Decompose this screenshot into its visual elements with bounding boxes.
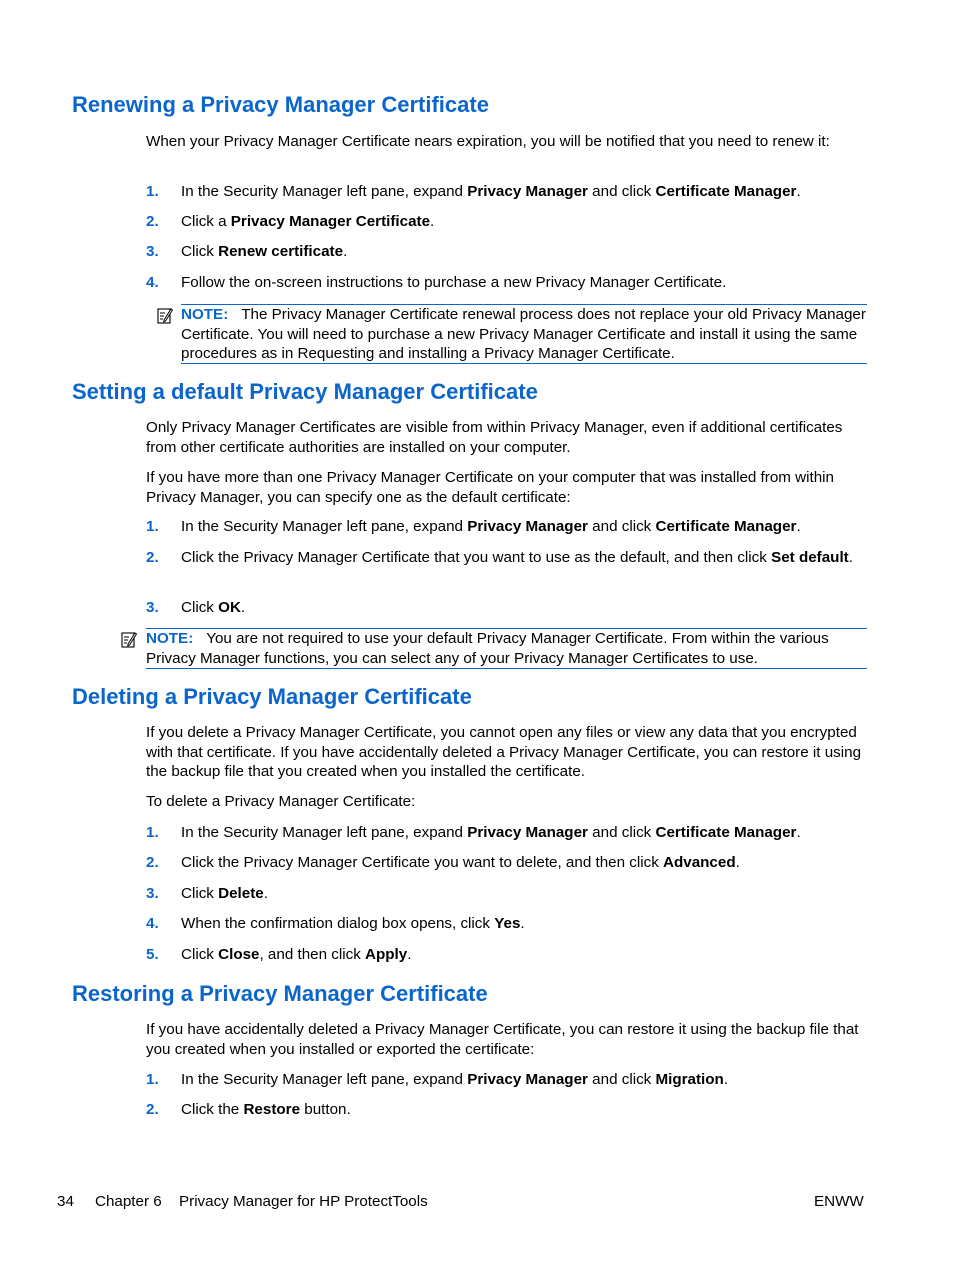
paragraph: To delete a Privacy Manager Certificate: [146, 793, 416, 810]
step-number: 4. [146, 915, 159, 932]
note-label: NOTE: [181, 306, 229, 323]
step-number: 2. [146, 213, 159, 230]
step-number: 3. [146, 885, 159, 902]
note-box [146, 628, 867, 669]
note-text: You are not required to use your default Privacy Manager Certificate. From within the various Privacy Manager functions, you can select any of your Privacy Manager Certificates to use. [146, 630, 829, 667]
step-text: Click OK. [181, 599, 246, 616]
step-number: 4. [146, 274, 159, 291]
note-pencil-icon [121, 631, 137, 648]
step-number: 1. [146, 824, 159, 841]
note-box [181, 304, 867, 364]
paragraph: If you delete a Privacy Manager Certificate, you cannot open any files or view any data that you encrypted with that certificate. If you have accidentally deleted a Privacy Manager Certificate, you can restore it using the backup file that you created when you installed the certificate. [146, 724, 862, 780]
step-text: In the Security Manager left pane, expand Privacy Manager and click Migration. [181, 1071, 729, 1088]
step-text: In the Security Manager left pane, expand Privacy Manager and click Certificate Manager. [181, 183, 801, 200]
step-text: In the Security Manager left pane, expand Privacy Manager and click Certificate Manager. [181, 824, 801, 841]
chapter-title: Privacy Manager for HP ProtectTools [179, 1193, 428, 1210]
step-text: When the confirmation dialog box opens, click Yes. [181, 915, 525, 932]
step-text: Click a Privacy Manager Certificate. [181, 213, 435, 230]
step-number: 2. [146, 854, 159, 871]
heading-deleting: Deleting a Privacy Manager Certificate [72, 684, 472, 709]
step-text: Click Renew certificate. [181, 243, 348, 260]
step-text: In the Security Manager left pane, expand Privacy Manager and click Certificate Manager. [181, 518, 801, 535]
step-text: Click Close, and then click Apply. [181, 946, 412, 963]
step-number: 1. [146, 1071, 159, 1088]
step-number: 1. [146, 518, 159, 535]
paragraph: Only Privacy Manager Certificates are visible from within Privacy Manager, even if additional certificates from other certificate authorities are installed on your computer. [146, 419, 843, 456]
step-number: 1. [146, 183, 159, 200]
footer-right-label: ENWW [814, 1193, 864, 1210]
note-pencil-icon [157, 307, 173, 324]
paragraph: When your Privacy Manager Certificate nears expiration, you will be notified that you need to renew it: [146, 133, 830, 150]
step-text: Follow the on-screen instructions to purchase a new Privacy Manager Certificate. [181, 274, 727, 291]
step-text: Click the Privacy Manager Certificate that you want to use as the default, and then click Set default. [181, 549, 853, 566]
note-label: NOTE: [146, 630, 194, 647]
chapter-label: Chapter 6 [95, 1193, 162, 1210]
step-number: 3. [146, 599, 159, 616]
step-number: 2. [146, 549, 159, 566]
note-text: The Privacy Manager Certificate renewal process does not replace your old Privacy Manager Certificate. You will need to purchase a new Privacy Manager Certificate and install it using the same procedures as in Requesting and installing a Privacy Manager Certificate. [181, 306, 866, 362]
step-text: Click the Privacy Manager Certificate you want to delete, and then click Advanced. [181, 854, 740, 871]
paragraph: If you have accidentally deleted a Privacy Manager Certificate, you can restore it using the backup file that you created when you installed or exported the certificate: [146, 1021, 859, 1058]
heading-renewing: Renewing a Privacy Manager Certificate [72, 92, 489, 117]
heading-setting-default: Setting a default Privacy Manager Certificate [72, 379, 538, 404]
step-number: 3. [146, 243, 159, 260]
paragraph: If you have more than one Privacy Manager Certificate on your computer that was installed from within Privacy Manager, you can specify one as the default certificate: [146, 469, 834, 506]
step-text: Click the Restore button. [181, 1101, 351, 1118]
page-number: 34 [57, 1193, 74, 1210]
heading-restoring: Restoring a Privacy Manager Certificate [72, 981, 488, 1006]
step-number: 2. [146, 1101, 159, 1118]
step-text: Click Delete. [181, 885, 268, 902]
step-number: 5. [146, 946, 159, 963]
